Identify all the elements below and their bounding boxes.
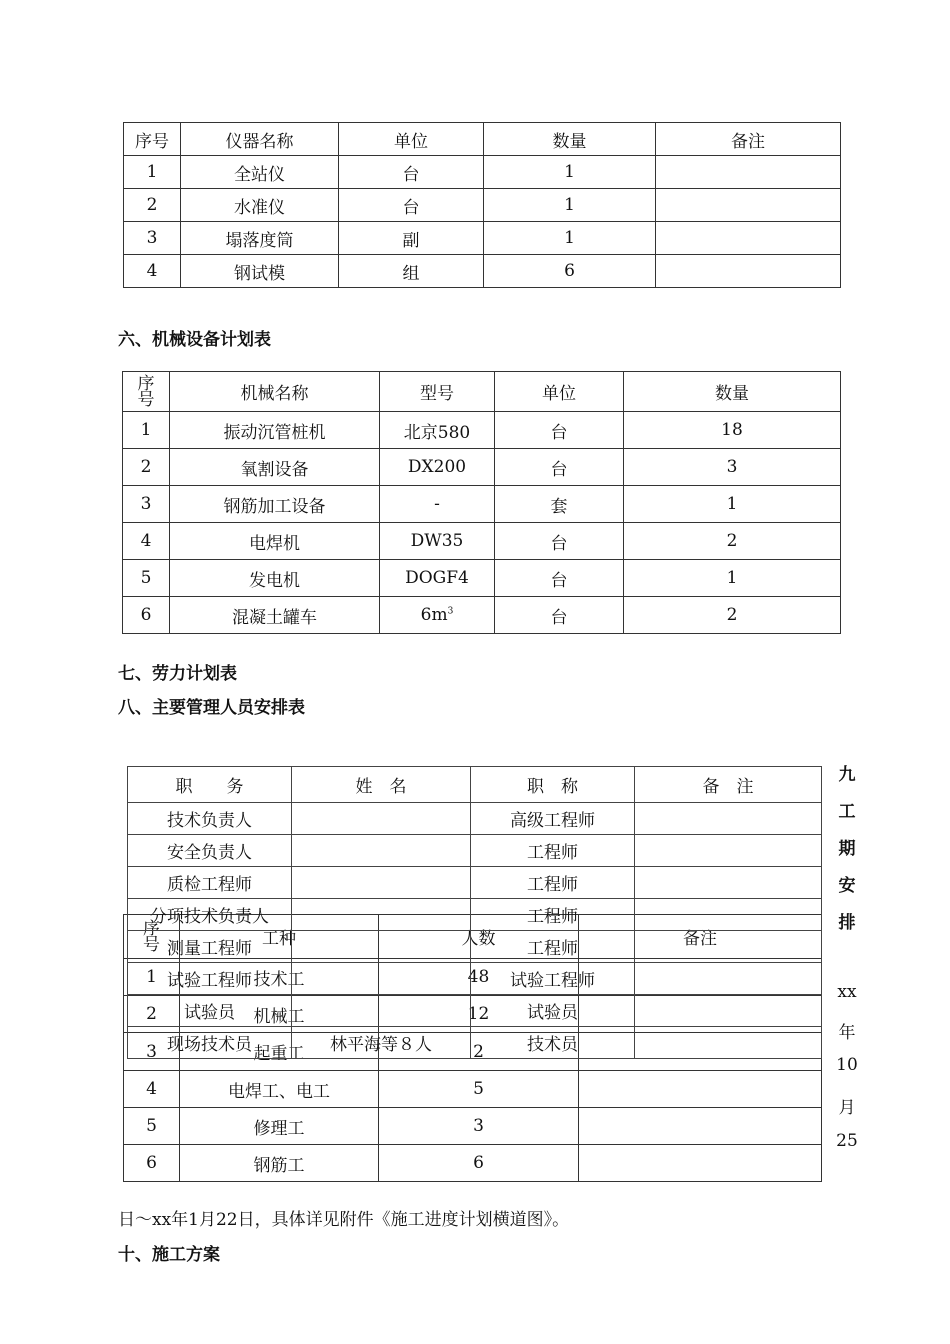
cell: 4 [123,523,170,560]
vertical-char: 安 [838,876,856,896]
cell: 技术工 [180,959,379,996]
header-cell: 序号 [124,123,181,156]
cell: 3 [624,449,841,486]
cell: DOGF4 [380,560,495,597]
table-row [123,597,841,634]
cell: 4 [124,1071,180,1108]
cell: 台 [339,189,484,222]
cell: 电焊工、电工 [180,1071,379,1108]
table-row [128,803,822,835]
cell: 12 [379,996,579,1033]
cell: 48 [379,959,579,996]
header-cell: 序号 [123,372,170,412]
cell [635,803,822,835]
cell: 1 [484,222,656,255]
cell [579,1108,822,1145]
header-cell: 备注 [656,123,841,156]
cell: 18 [624,412,841,449]
cell [635,995,822,1027]
section-7-title: 七、劳力计划表 [118,664,237,684]
cell: 混凝土罐车 [170,597,380,634]
cell [292,835,471,867]
cell: 试验工程师 [128,963,292,995]
cell: 台 [495,412,624,449]
cell: 1 [624,486,841,523]
cell: 修理工 [180,1108,379,1145]
cell [635,899,822,931]
vertical-date-char: xx [837,982,857,1002]
table-row [124,1145,822,1182]
cell: 质检工程师 [128,867,292,899]
cell: 发电机 [170,560,380,597]
schedule-text: 日～xx年1月22日，具体详见附件《施工进度计划横道图》。 [118,1210,570,1230]
cell: 3 [124,222,181,255]
cell: 5 [123,560,170,597]
section-8-title: 八、主要管理人员安排表 [118,698,305,718]
cell: 副 [339,222,484,255]
cell [579,1071,822,1108]
cell: 1 [624,560,841,597]
cell [292,899,471,931]
cell: DW35 [380,523,495,560]
header-cell: 型号 [380,372,495,412]
cell: 1 [484,189,656,222]
cell: 塌落度筒 [181,222,339,255]
cell: 试验工程师 [471,963,635,995]
cell [292,803,471,835]
vertical-date-char: 年 [838,1023,856,1043]
cell [635,835,822,867]
cell: 2 [624,523,841,560]
vertical-date-char: 月 [838,1098,856,1118]
table-row [123,412,841,449]
cell: 2 [624,597,841,634]
cell [635,1027,822,1059]
table-row [123,449,841,486]
header-cell: 单位 [339,123,484,156]
cell: 试验员 [128,995,292,1027]
cell: 技术负责人 [128,803,292,835]
table-row [124,156,841,189]
cell: 2 [124,996,180,1033]
cell [635,867,822,899]
cell: 6 [124,1145,180,1182]
cell: 起重工 [180,1033,379,1071]
cell: 台 [495,560,624,597]
cell: 振动沉管桩机 [170,412,380,449]
cell: DX200 [380,449,495,486]
cell: 1 [484,156,656,189]
cell: 林平海等８人 [292,1027,471,1059]
table-row [128,867,822,899]
header-cell: 人数 [379,915,579,959]
table-row [124,222,841,255]
cell [635,963,822,995]
vertical-char: 排 [838,913,856,933]
section-10-title: 十、施工方案 [118,1245,220,1265]
cell: 水准仪 [181,189,339,222]
cell: 1 [124,959,180,996]
cell: 1 [124,156,181,189]
header-cell: 序号 [124,915,180,959]
table-row [124,1071,822,1108]
cell [656,189,841,222]
cell: 机械工 [180,996,379,1033]
cell [292,963,471,995]
cell: 4 [124,255,181,288]
cell: 测量工程师 [128,931,292,963]
table-row [124,189,841,222]
table-header-row [128,767,822,803]
cell: 台 [495,523,624,560]
cell: 全站仪 [181,156,339,189]
cell: 分项技术负责人 [128,899,292,931]
vertical-char: 九 [838,765,856,785]
cell: 工程师 [471,835,635,867]
cell [292,867,471,899]
cell: 电焊机 [170,523,380,560]
cell: 现场技术员 [128,1027,292,1059]
cell [656,222,841,255]
table-row [123,560,841,597]
header-cell: 单位 [495,372,624,412]
cell: 1 [123,412,170,449]
cell: 3 [124,1033,180,1071]
cell: 5 [379,1071,579,1108]
cell: 2 [379,1033,579,1071]
table-header-row [124,123,841,156]
cell: 高级工程师 [471,803,635,835]
model-value: 6m [420,605,448,625]
table-row [128,963,822,995]
table-row [128,995,822,1027]
section-6-title: 六、机械设备计划表 [118,330,271,350]
cell: 组 [339,255,484,288]
cell [656,156,841,189]
header-cell: 备注 [579,915,822,959]
cell: 工程师 [471,867,635,899]
cell: 3 [123,486,170,523]
header-cell: 工种 [180,915,379,959]
cell: 2 [124,189,181,222]
cell: 5 [124,1108,180,1145]
header-cell: 机械名称 [170,372,380,412]
table-row [124,1108,822,1145]
cell: 台 [495,597,624,634]
table-row [128,931,822,963]
header-cell: 备 注 [635,767,822,803]
cell: 3 [379,1108,579,1145]
cell [635,931,822,963]
staff-table [127,766,822,1059]
cell: 试验员 [471,995,635,1027]
cell: 6 [484,255,656,288]
cell: 钢筋加工设备 [170,486,380,523]
cell: 6 [123,597,170,634]
header-cell: 仪器名称 [181,123,339,156]
cell: 2 [123,449,170,486]
table-row [123,486,841,523]
header-cell: 数量 [484,123,656,156]
vertical-date-char: 10 [836,1055,858,1075]
cell: 钢筋工 [180,1145,379,1182]
vertical-date-char: 25 [836,1131,858,1151]
cell [292,931,471,963]
cell: 技术员 [471,1027,635,1059]
header-cell: 数量 [624,372,841,412]
cell [579,1145,822,1182]
cell: 安全负责人 [128,835,292,867]
cell [292,995,471,1027]
cell: 台 [495,449,624,486]
cell [380,597,495,634]
header-cell: 职 务 [128,767,292,803]
cell [656,255,841,288]
table-row [128,899,822,931]
cell: 6 [379,1145,579,1182]
header-cell: 姓 名 [292,767,471,803]
header-cell: 职 称 [471,767,635,803]
cell: - [380,486,495,523]
machine-table [122,371,841,634]
table-header-row [123,372,841,412]
vertical-char: 工 [838,802,856,822]
table-row [128,835,822,867]
cell: 工程师 [471,899,635,931]
cell: 钢试模 [181,255,339,288]
table-row [128,1027,822,1059]
table-row [123,523,841,560]
cell: 氧割设备 [170,449,380,486]
cell: 台 [339,156,484,189]
cell: 套 [495,486,624,523]
cell: 北京580 [380,412,495,449]
vertical-char: 期 [838,839,856,859]
superscript: 3 [447,606,454,617]
table-row [124,255,841,288]
cell: 工程师 [471,931,635,963]
instrument-table [123,122,841,288]
